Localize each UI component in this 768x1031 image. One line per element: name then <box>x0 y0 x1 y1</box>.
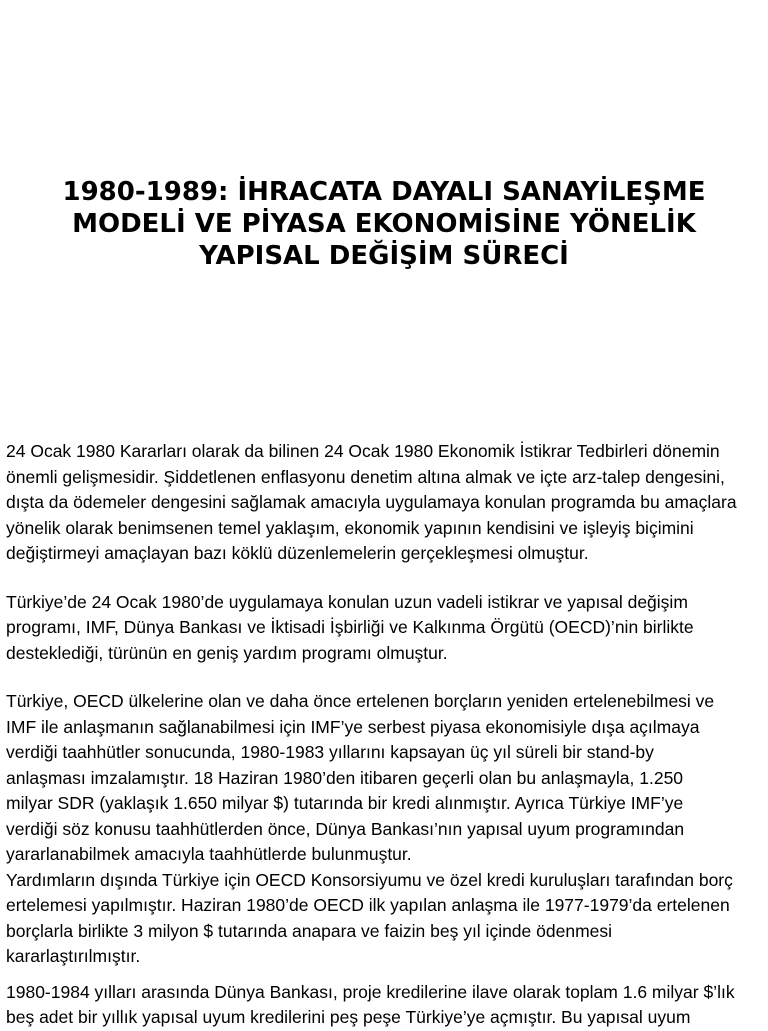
text-line: önemli gelişmesidir. Şiddetlenen enflasyonu denetim altına almak ve içte arz-talep dengesini, <box>6 466 725 487</box>
paragraph-4 <box>6 868 768 970</box>
text-line: Türkiye’de 24 Ocak 1980’de uygulamaya konulan uzun vadeli istikrar ve yapısal değişim <box>6 591 688 612</box>
text-line: borçlarla birlikte 3 milyon $ tutarında anapara ve faizin beş yıl içinde ödenmesi <box>6 920 613 941</box>
document-title <box>0 176 768 272</box>
title-line: 1980-1989: İHRACATA DAYALI SANAYİLEŞME <box>62 177 706 207</box>
text-line: Türkiye, OECD ülkelerine olan ve daha önce ertelenen borçların yeniden ertelenebilmesi ve <box>6 691 715 711</box>
text-line: beş adet bir yıllık yapısal uyum kredilerini peş peşe Türkiye’ye açmıştır. Bu yapısal uyum <box>6 1007 691 1027</box>
text-line: yönelik olarak benimsenen temel yaklaşım, ekonomik yapının kendisini ve işleyiş biçimini <box>6 517 694 538</box>
paragraph-3 <box>6 689 768 868</box>
paragraph-5 <box>6 980 768 1031</box>
paragraph-2 <box>6 590 768 667</box>
text-line: programı, IMF, Dünya Bankası ve İktisadi İşbirliği ve Kalkınma Örgütü (OECD)’nin birlikte <box>6 617 694 637</box>
text-line: dışta da ödemeler dengesini sağlamak amacıyla uygulamaya konulan programda bu amaçlara <box>6 492 737 512</box>
text-line: ertelemesi yapılmıştır. Haziran 1980’de OECD ilk yapılan anlaşma ile 1977-1979’da ertelenen <box>6 895 730 915</box>
document-body <box>6 439 768 1031</box>
text-line: 24 Ocak 1980 Kararları olarak da bilinen 24 Ocak 1980 Ekonomik İstikrar Tedbirleri dönemin <box>6 441 720 461</box>
paragraph-1 <box>6 439 768 567</box>
text-line: desteklediği, türünün en geniş yardım programı olmuştur. <box>6 642 448 663</box>
text-line: kararlaştırılmıştır. <box>6 946 141 966</box>
text-line: değiştirmeyi amaçlayan bazı köklü düzenlemelerin gerçekleşmesi olmuştur. <box>6 543 589 563</box>
text-line: 1980-1984 yılları arasında Dünya Bankası, proje kredilerine ilave olarak toplam 1.6 milyar $’lık <box>6 981 735 1002</box>
text-line: anlaşması imzalamıştır. 18 Haziran 1980’den itibaren geçerli olan bu anlaşmayla, 1.250 <box>6 767 684 788</box>
title-line: YAPISAL DEĞİŞİM SÜRECİ <box>199 241 569 271</box>
text-line: yararlanabilmek amacıyla taahhütlerde bulunmuştur. <box>6 844 412 864</box>
text-line: IMF ile anlaşmanın sağlanabilmesi için IMF’ye serbest piyasa ekonomisiyle dışa açılmaya <box>6 716 700 737</box>
text-line: verdiği taahhütler sonucunda, 1980-1983 yıllarını kapsayan üç yıl süreli bir stand-by <box>6 742 654 762</box>
text-line: milyar SDR (yaklaşık 1.650 milyar $) tutarında bir kredi alınmıştır. Ayrıca Türkiye IMF’ye <box>6 793 684 813</box>
text-line: verdiği söz konusu taahhütlerden önce, Dünya Bankası’nın yapısal uyum programından <box>6 818 685 839</box>
title-line: MODELİ VE PİYASA EKONOMİSİNE YÖNELİK <box>72 209 696 239</box>
text-line: Yardımların dışında Türkiye için OECD Konsorsiyumu ve özel kredi kuruluşları tarafından borç <box>6 869 733 890</box>
